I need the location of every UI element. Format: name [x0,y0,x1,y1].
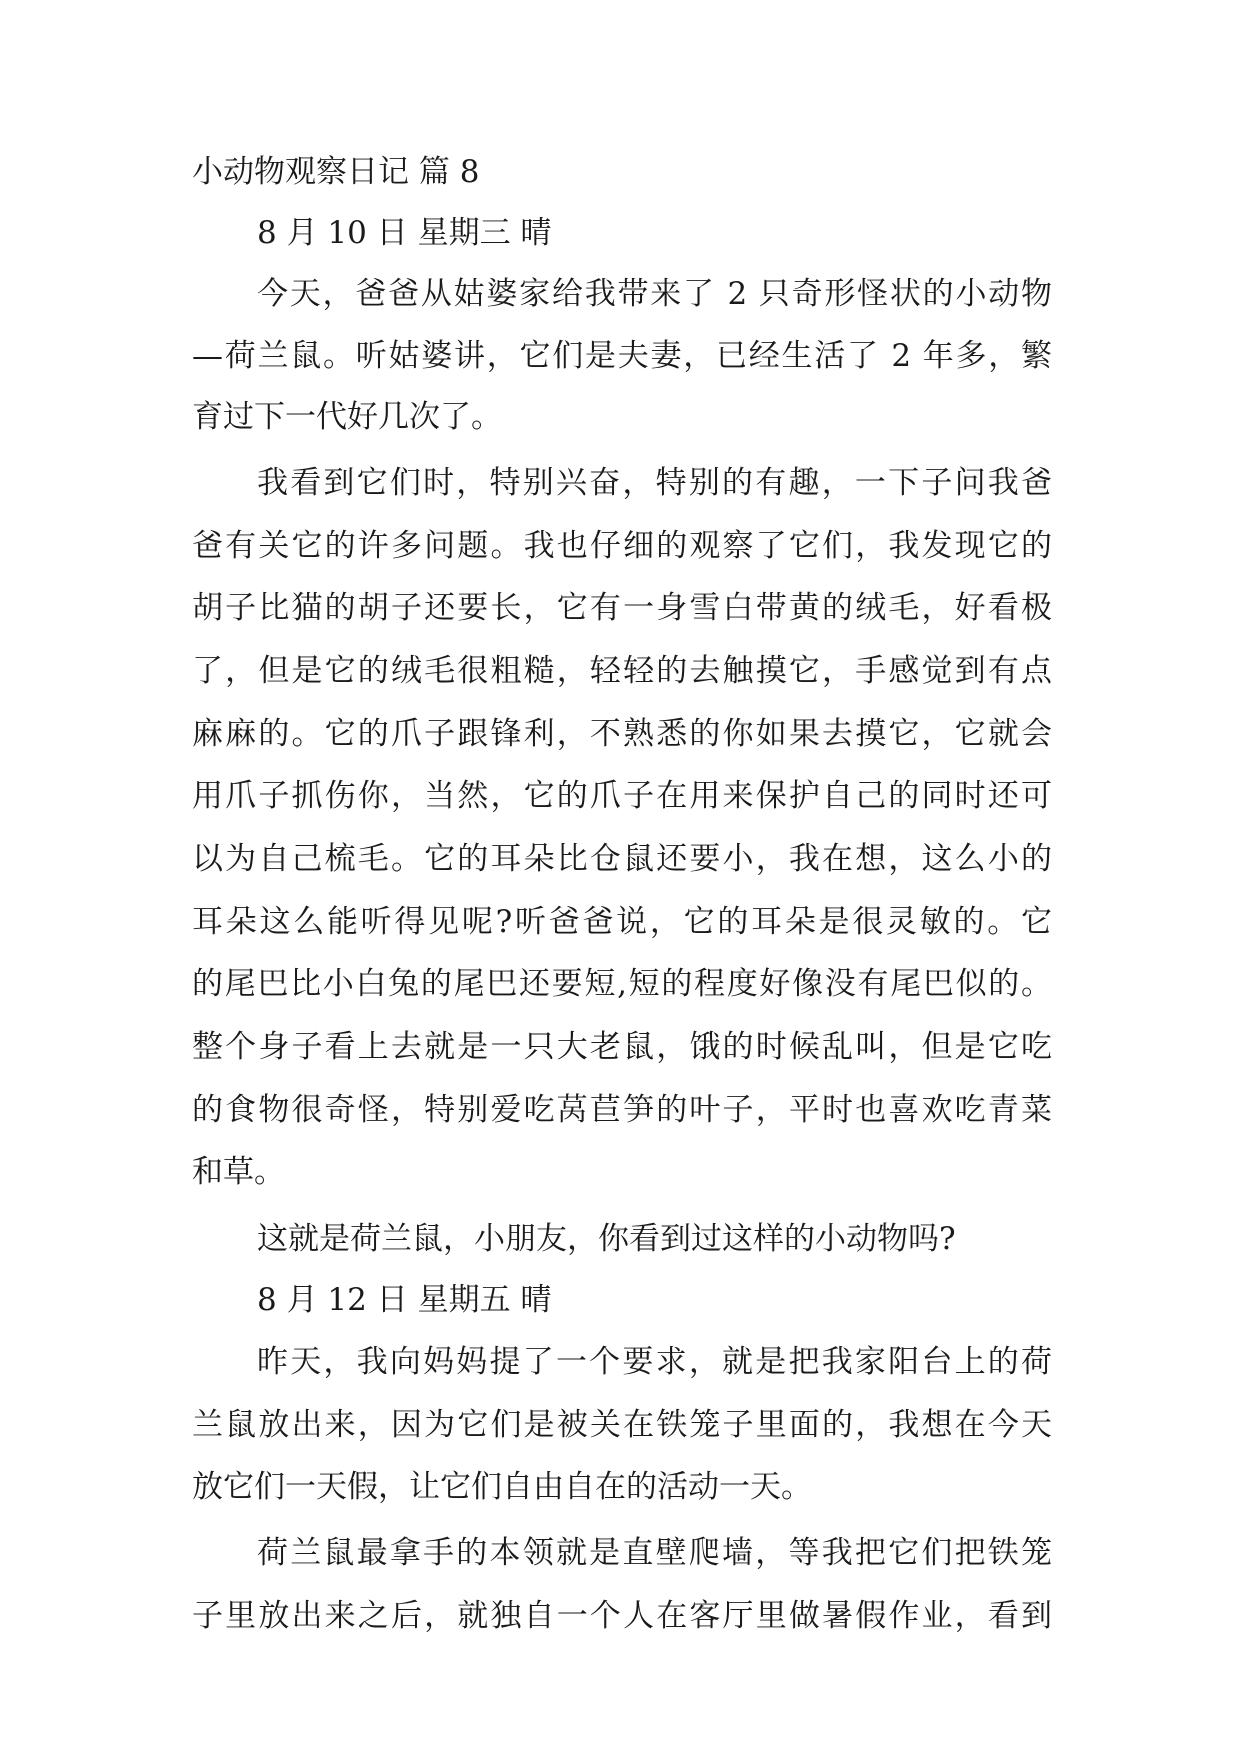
paragraph-line: 的食物很奇怪，特别爱吃莴苣笋的叶子，平时也喜欢吃青菜 [192,1092,1052,1128]
paragraph-line: 麻麻的。它的爪子跟锋利，不熟悉的你如果去摸它，它就会 [192,716,1052,752]
paragraph-line: 育过下一代好几次了。 [192,399,502,435]
paragraph-line: 的尾巴比小白兔的尾巴还要短,短的程度好像没有尾巴似的。 [192,966,1052,1002]
paragraph-line: —荷兰鼠。听姑婆讲，它们是夫妻，已经生活了 2 年多，繁 [192,338,1052,374]
paragraph-line: 今天，爸爸从姑婆家给我带来了 2 只奇形怪状的小动物 [257,276,1052,312]
paragraph-line: 爸有关它的许多问题。我也仔细的观察了它们，我发现它的 [192,528,1052,564]
document-title: 小动物观察日记 篇 8 [192,154,480,190]
paragraph-line: 整个身子看上去就是一只大老鼠，饿的时候乱叫，但是它吃 [192,1029,1052,1065]
paragraph-line: 子里放出来之后，就独自一个人在客厅里做暑假作业，看到 [192,1598,1052,1634]
paragraph-line: 放它们一天假，让它们自由自在的活动一天。 [192,1469,812,1505]
paragraph-line: 胡子比猫的胡子还要长，它有一身雪白带黄的绒毛，好看极 [192,590,1052,626]
paragraph-line: 用爪子抓伤你，当然，它的爪子在用来保护自己的同时还可 [192,778,1052,814]
paragraph-line: 我看到它们时，特别兴奋，特别的有趣，一下子问我爸 [257,465,1052,501]
paragraph-line: 了，但是它的绒毛很粗糙，轻轻的去触摸它，手感觉到有点 [192,653,1052,689]
paragraph-line: 这就是荷兰鼠，小朋友，你看到过这样的小动物吗? [257,1221,956,1257]
entry-date: 8 月 12 日 星期五 晴 [257,1282,552,1318]
paragraph-line: 和草。 [192,1154,285,1190]
entry-date: 8 月 10 日 星期三 晴 [257,215,552,251]
paragraph-line: 以为自己梳毛。它的耳朵比仓鼠还要小，我在想，这么小的 [192,841,1052,877]
paragraph-line: 兰鼠放出来，因为它们是被关在铁笼子里面的，我想在今天 [192,1407,1052,1443]
paragraph-line: 荷兰鼠最拿手的本领就是直壁爬墙，等我把它们把铁笼 [257,1535,1052,1571]
paragraph-line: 耳朵这么能听得见呢?听爸爸说，它的耳朵是很灵敏的。它 [192,904,1052,940]
paragraph-line: 昨天，我向妈妈提了一个要求，就是把我家阳台上的荷 [257,1344,1052,1380]
